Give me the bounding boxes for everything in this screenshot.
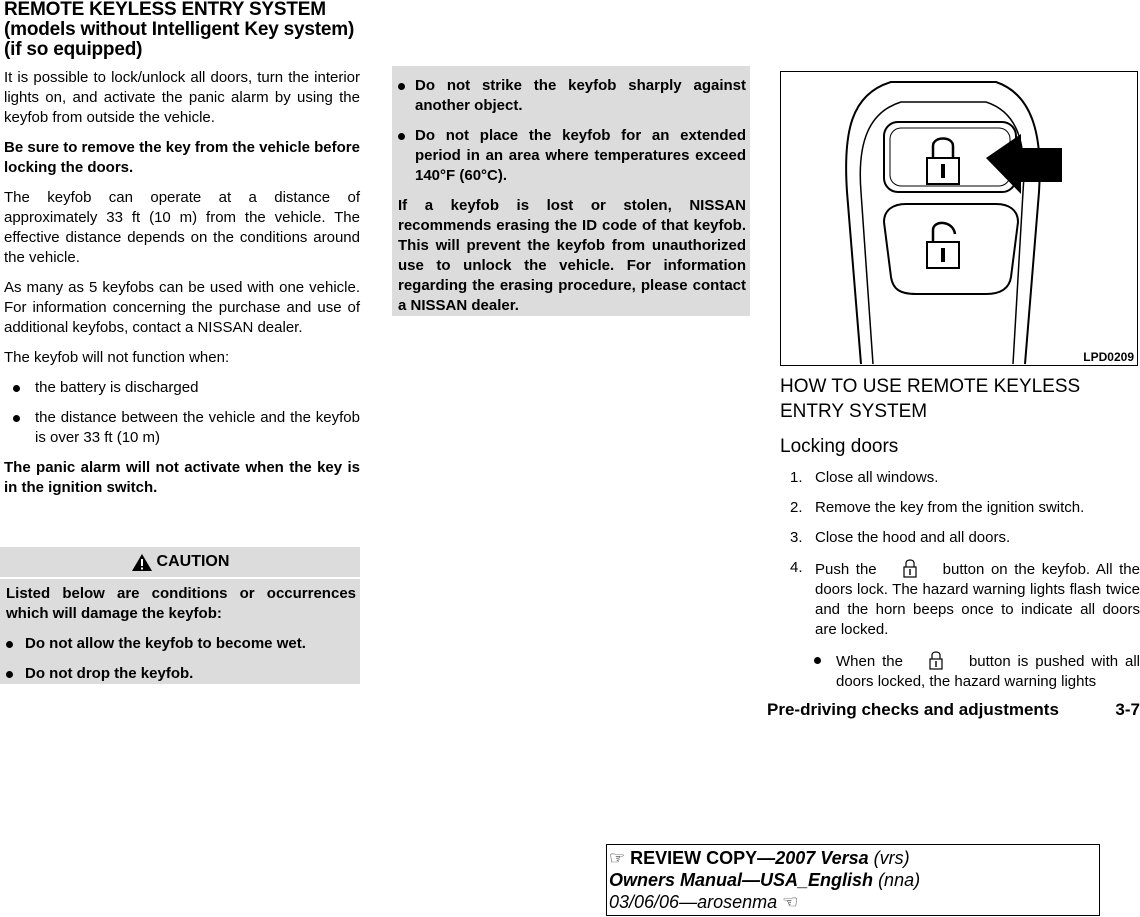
caution-content (0, 579, 360, 684)
list-item: Do not place the keyfob for an extended period in an area where temperatures exceed 140°F (60°C). (398, 126, 746, 186)
page-footer (767, 699, 1140, 721)
section-title: REMOTE KEYLESS ENTRY SYSTEM (models without Intelligent Key system) (if so equipped) (4, 0, 355, 60)
range-paragraph: The keyfob can operate at a distance of approximately 33 ft (10 m) from the vehicle. The effective distance depends on the conditions around the vehicle. (4, 189, 360, 266)
list-item: the battery is discharged (4, 378, 360, 398)
list-item (780, 468, 1140, 488)
step-number: 4. (790, 559, 803, 576)
figure-label: LPD0209 (1083, 350, 1134, 364)
review-copy-box (606, 844, 1100, 916)
step-number: 2. (790, 499, 803, 516)
right-column (780, 374, 1140, 692)
lock-button-icon (877, 558, 943, 578)
step-text: Remove the key from the ignition switch. (815, 499, 1085, 516)
pointing-hand-left-icon: ☜ (782, 892, 799, 912)
list-item: the distance between the vehicle and the keyfob is over 33 ft (10 m) (4, 408, 360, 448)
list-item: Do not strike the keyfob sharply against another object. (398, 76, 746, 116)
list-item (780, 558, 1140, 640)
bullet-text: button is pushed with all doors locked, the hazard warning lights (836, 653, 1140, 690)
list-item (780, 498, 1140, 518)
intro-paragraph: It is possible to lock/unlock all doors, turn the interior lights on, and activate the panic alarm by using the keyfob from outside the vehicle. (4, 69, 360, 126)
list-item (805, 650, 1140, 692)
caution-box (0, 547, 360, 684)
subheading: Locking doors (780, 436, 899, 457)
review-model-code: (vrs) (868, 848, 910, 868)
step-text: Push the (815, 561, 877, 578)
step-text: Close the hood and all doors. (815, 529, 1011, 546)
caution-heading (0, 547, 360, 579)
warning-triangle-icon (131, 553, 153, 572)
review-model: 2007 Versa (775, 848, 869, 868)
list-item: Do not allow the keyfob to become wet. (6, 634, 356, 654)
review-line-1 (609, 847, 1097, 869)
step-number: 3. (790, 529, 803, 546)
section-heading: HOW TO USE REMOTE KEYLESS ENTRY SYSTEM (780, 376, 1081, 422)
step-text: Close all windows. (815, 469, 939, 486)
bullet-text: When the (836, 653, 903, 670)
panic-alarm-note: The panic alarm will not activate when the key is in the ignition switch. (4, 459, 360, 496)
footer-section: Pre-driving checks and adjustments (767, 700, 1059, 719)
keyfob-figure (780, 71, 1138, 366)
warning-remove-key: Be sure to remove the key from the vehicle before locking the doors. (4, 139, 360, 176)
lost-keyfob-paragraph: If a keyfob is lost or stolen, NISSAN recommends erasing the ID code of that keyfob. This will prevent the keyfob from unauthorized use to unlock the vehicle. For information regarding the erasing procedure, please contact a NISSAN dealer. (398, 197, 746, 314)
caution-intro: Listed below are conditions or occurrences which will damage the keyfob: (6, 585, 356, 622)
review-date: 03/06/06—arosenma (609, 892, 778, 912)
review-label: REVIEW COPY— (630, 848, 776, 868)
keyfob-count-paragraph: As many as 5 keyfobs can be used with one vehicle. For information concerning the purchase and use of additional keyfobs, contact a NISSAN dealer. (4, 279, 360, 336)
pointing-hand-icon: ☞ (609, 848, 626, 868)
left-column (4, 0, 360, 498)
review-manual: Owners Manual—USA_English (609, 870, 874, 890)
caution-continued-box (392, 66, 750, 316)
lock-button-icon (903, 650, 969, 670)
review-manual-code: (nna) (873, 870, 921, 890)
keyfob-illustration (781, 72, 1137, 365)
page-number: 3-7 (1115, 700, 1140, 719)
list-item (780, 528, 1140, 548)
list-item: Do not drop the keyfob. (6, 664, 356, 684)
review-line-2 (609, 869, 1097, 891)
step-text: button on the keyfob. All the doors lock. The hazard warning lights flash twice and the horn beeps once to indicate all doors are locked. (815, 561, 1140, 638)
step-number: 1. (790, 469, 803, 486)
caution-label: CAUTION (156, 553, 230, 570)
not-function-intro: The keyfob will not function when: (4, 349, 230, 366)
review-line-3 (609, 891, 1097, 913)
